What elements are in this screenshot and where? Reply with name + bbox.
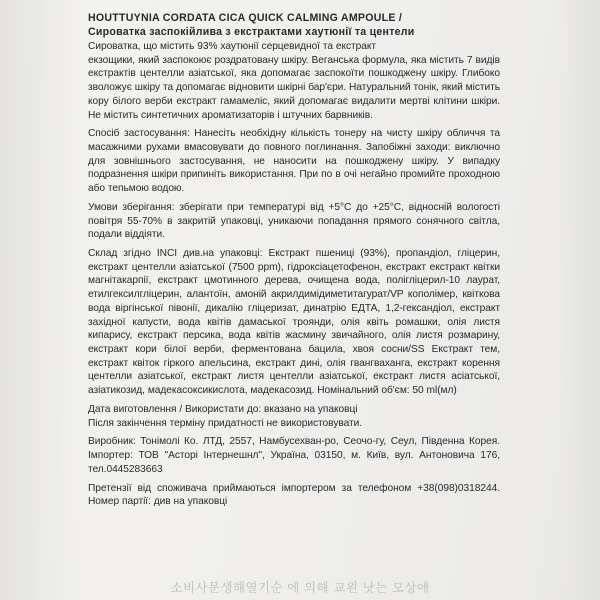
expiry-note: Після закінчення терміну придатності не використовувати. <box>88 417 363 429</box>
product-title: HOUTTUYNIA CORDATA CICA QUICK CALMING AMPOULE / <box>88 12 403 24</box>
label-right-shading <box>560 0 600 600</box>
korean-footer-text: 소비사문생해열기순 에 의해 교왼 낫는 모상애 <box>170 580 430 595</box>
label-text-block <box>88 12 500 509</box>
description-body: екзощики, який заспокоює роздратовану шкіру. Веганська формула, яка містить 7 видів екстрактів центелли азіатської, яка допомагає заспокоїти пошкоджену шкіру. Глибоко зволожує шкіру та допомагає відновити шкірні бар'єри. Натуральний тонік, який містить кору білого верби екстракт гамамеліс, який допомагає видалити мертві клітини шкіри. Не містить синтетичних ароматизаторів і штучних барвників. <box>88 54 500 121</box>
bottom-divider <box>88 569 500 570</box>
storage-conditions: Умови зберігання: зберігати при температурі від +5°С до +25°С, відносній вологості повітря 55-70% в закритій упаковці, уникаючи попадання прямого сонячного світла, подали віддіяти. <box>88 201 500 241</box>
product-subtitle-line: Сироватка, що містить 93% хаутюнії серцевидної та екстракт <box>88 40 377 52</box>
manufacture-dates: Дата виготовлення / Використати до: вказано на упаковці <box>88 403 358 415</box>
usage-instructions: Спосіб застосування: Нанесіть необхідну кількість тонеру на чисту шкіру обличчя та масажними рухами вмасовувати до повного поглинання. Запобіжні заходи: виключно для зовнішнього застосування, не наносити на пошкоджену шкіру. У випадку подразнення шкіри припиніть використання. При по в очі негайно промийте проходною або тепьмою водою. <box>88 128 500 195</box>
product-subtitle-ua: Сироватка заспокійлива з екстрактами хаутюнії та центели <box>88 25 415 38</box>
ingredients-list: Склад згідно INCI див.на упаковці: Екстракт пшениці (93%), пропандіол, гліцерин, екстракт центелли азіатської (7500 ppm), гідроксіацетофенон, екстракт екстракт квітки магнітакарпії, екстракт цмотинного дерева, очищена вода, полігліцерил-10 лаурат, етилгексилгліцерин, алантоїн, амоній акрилдимідиметитагурат/VP кополімер, квіткова вода віргінської півонії, дикалію гліцеризат, динатрію ЕДТА, 1,2-гександіол, екстракт західної капусти, вода квітів дамаської троянди, олія квіть ромашки, олія листя кипарису, екстракт персика, вода квітів жасмину звичайного, олія листя розмарину, екстракт кори білої верби, ферментована бацила, хвоя сосни/SS Екстракт тем, екстракт квіток гіркого апельсина, екстракт дині, олія гвангваханга, екстракт корення центелли азіатської, екстракт листя центелли азіатської, екстракт листя асіатської, азіатикозид, мадекасоксикислота, мадекасозид. Номінальний об'єм: 50 ml(мл) <box>88 248 500 397</box>
manufacturer-info: Виробник: Тонімолі Ко. ЛТД, 2557, Намбусехван-ро, Сеочо-гу, Сеул, Південна Корея. Імпортер: ТОВ "Асторі Інтернешнл", Україна, 03150, м. Київ, вул. Антоновича 176, тел.0445283663 <box>88 436 500 475</box>
label-left-shading <box>0 0 86 600</box>
consumer-claims: Претензії від споживача приймаються імпортером за телефоном +38(098)0318244. Номер партії: див на упаковці <box>88 482 500 508</box>
